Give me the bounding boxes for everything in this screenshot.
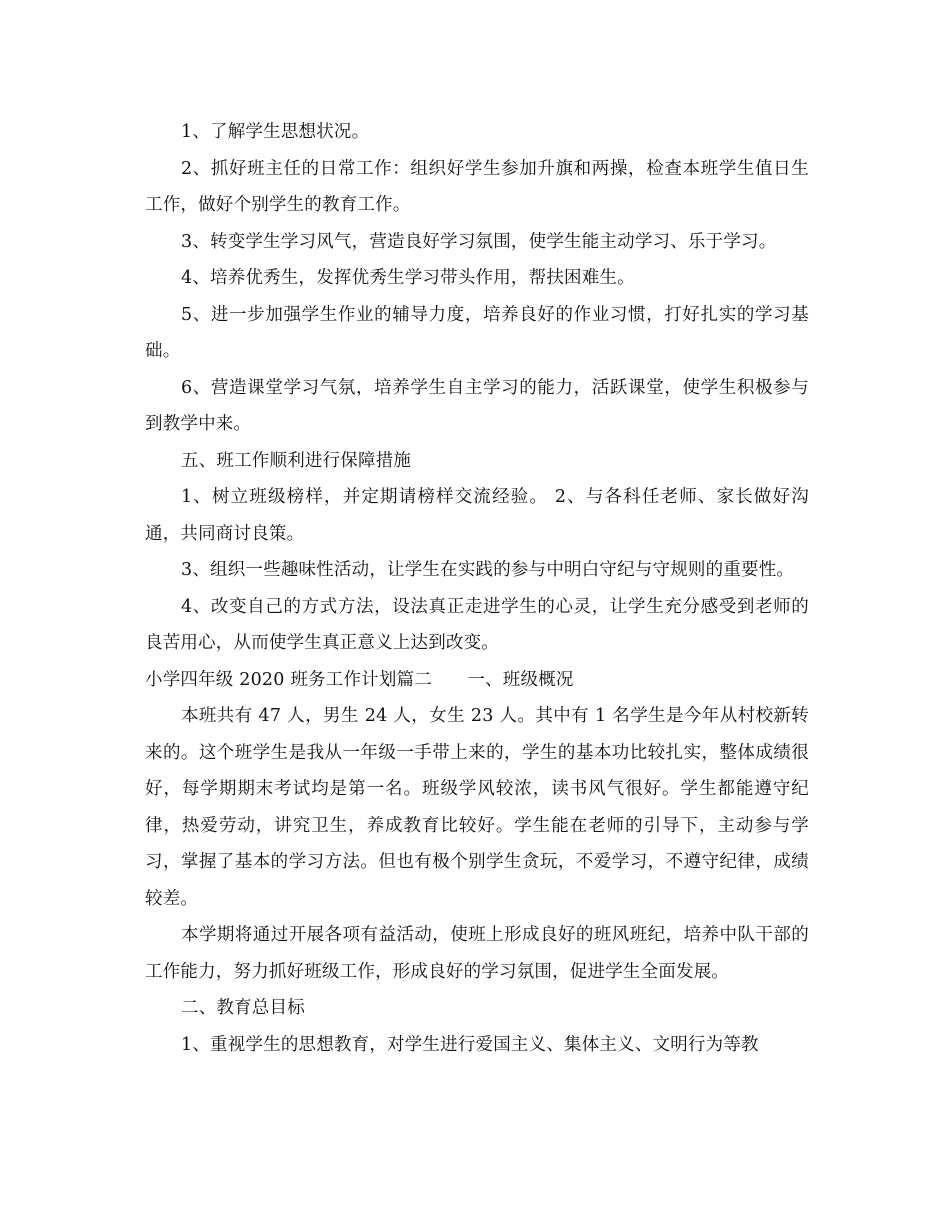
section-heading-5: 五、班工作顺利进行保障措施 bbox=[181, 450, 412, 471]
paragraph-item-5: 5、进一步加强学生作业的辅导力度，培养良好的作业习惯，打好扎实的学习基础。 bbox=[145, 304, 809, 361]
semester-plan-paragraph: 本学期将通过开展各项有益活动，使班上形成良好的班风班纪，培养中队干部的工作能力，努力抓好班级工作，形成良好的学习氛围，促进学生全面发展。 bbox=[145, 925, 809, 982]
document-body bbox=[145, 114, 809, 1063]
paragraph-item-3: 3、转变学生学习风气，营造良好学习氛围，使学生能主动学习、乐于学习。 bbox=[181, 231, 777, 252]
paragraph-item-4: 4、培养优秀生，发挥优秀生学习带头作用，帮扶困难生。 bbox=[181, 268, 635, 288]
class-overview-paragraph: 本班共有 47 人，男生 24 人，女生 23 人。其中有 1 名学生是今年从村校新转来的。这个班学生是我从一年级一手带上来的，学生的基本功比较扎实，整体成绩很好，每学期期末考试均是第一名。班级学风较浓，读书风气很好。学生都能遵守纪律，热爱劳动，讲究卫生，养成教育比较好。学生能在老师的引导下，主动参与学习，掌握了基本的学习方法。但也有极个别学生贪玩，不爱学习，不遵守纪律，成绩较差。 bbox=[145, 706, 809, 909]
measure-item-1-2: 1、树立班级榜样，并定期请榜样交流经验。 2、与各科任老师、家长做好沟通，共同商讨良策。 bbox=[145, 487, 809, 544]
paragraph-item-1: 1、了解学生思想状况。 bbox=[181, 122, 370, 142]
paragraph-item-6: 6、营造课堂学习气氛，培养学生自主学习的能力，活跃课堂，使学生积极参与到教学中来。 bbox=[145, 377, 809, 434]
measure-item-3: 3、组织一些趣味性活动，让学生在实践的参与中明白守纪与守规则的重要性。 bbox=[181, 560, 795, 580]
document-subtitle: 小学四年级 2020 班务工作计划篇二 一、班级概况 bbox=[145, 669, 574, 690]
section-heading-2: 二、教育总目标 bbox=[181, 998, 305, 1018]
paragraph-item-2: 2、抓好班主任的日常工作：组织好学生参加升旗和两操，检查本班学生值日生工作，做好个别学生的教育工作。 bbox=[145, 158, 809, 215]
goal-item-1: 1、重视学生的思想教育，对学生进行爱国主义、集体主义、文明行为等教 bbox=[181, 1034, 759, 1055]
measure-item-4: 4、改变自己的方式方法，设法真正走进学生的心灵，让学生充分感受到老师的良苦用心，从而使学生真正意义上达到改变。 bbox=[145, 596, 809, 653]
